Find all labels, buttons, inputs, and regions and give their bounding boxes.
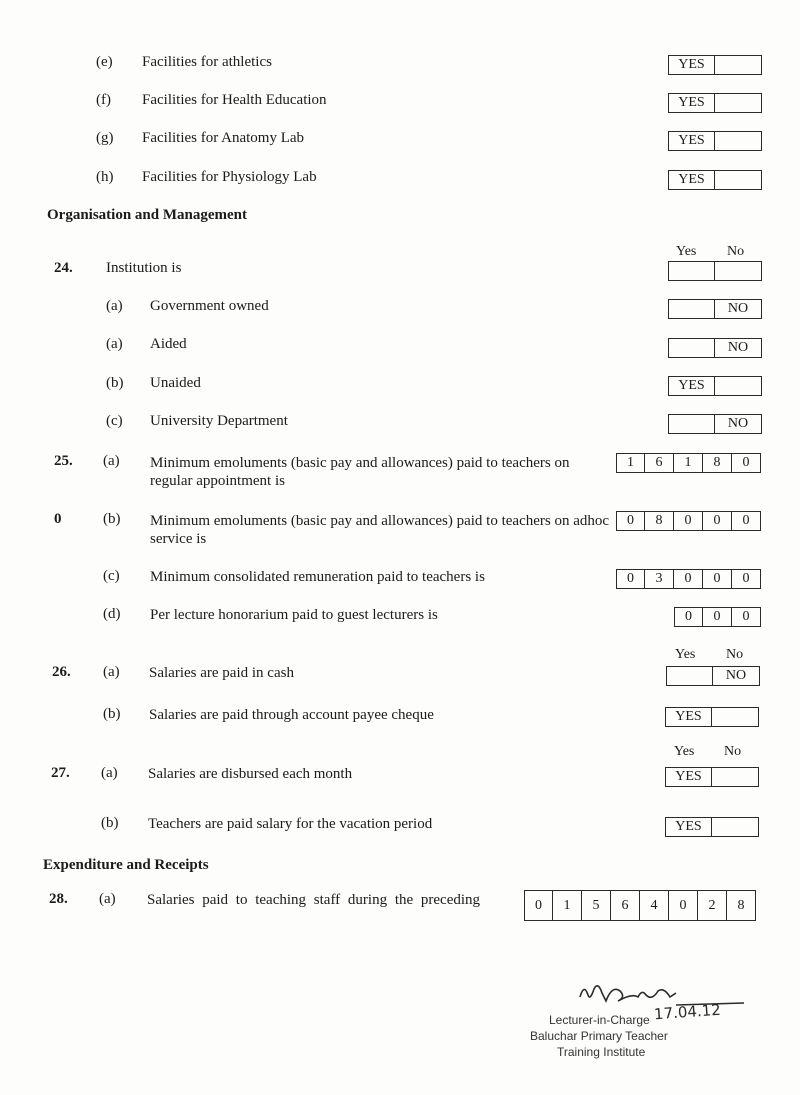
yes-cell: YES [665, 707, 712, 727]
no-cell [715, 376, 762, 396]
item-text: Facilities for athletics [142, 54, 272, 70]
item-letter: (b) [103, 706, 121, 722]
item-letter: (d) [103, 606, 121, 622]
item-letter: (c) [103, 568, 120, 584]
item-text: Facilities for Health Education [142, 92, 327, 108]
item-letter: (a) [106, 298, 123, 314]
digit-cell: 0 [732, 453, 761, 473]
no-cell [712, 767, 759, 787]
digit-cell: 0 [616, 511, 645, 531]
item-letter: (b) [101, 815, 119, 831]
yes-no-box [668, 338, 762, 358]
digit-cell: 1 [674, 453, 703, 473]
no-cell [712, 707, 759, 727]
item-text: Minimum consolidated remuneration paid to teachers is [150, 569, 485, 585]
yes-cell: YES [665, 767, 712, 787]
yes-no-box [668, 170, 762, 190]
digit-boxes [616, 511, 761, 531]
digit-boxes [616, 453, 761, 473]
digit-cell: 3 [645, 569, 674, 589]
yes-no-box [665, 767, 759, 787]
digit-cell: 8 [645, 511, 674, 531]
section-heading: Organisation and Management [47, 207, 248, 223]
digit-cell: 0 [703, 607, 732, 627]
digit-cell: 0 [674, 569, 703, 589]
digit-cell: 0 [616, 569, 645, 589]
yes-no-box [668, 261, 762, 281]
no-cell [715, 55, 762, 75]
yes-cell: YES [668, 376, 715, 396]
no-cell: NO [715, 299, 762, 319]
digit-cell: 0 [732, 607, 761, 627]
item-text: Salaries are paid in cash [149, 665, 294, 681]
yes-cell: YES [668, 170, 715, 190]
no-cell: NO [715, 414, 762, 434]
yes-cell: YES [665, 817, 712, 837]
section-heading: Expenditure and Receipts [43, 857, 209, 873]
yes-cell [668, 299, 715, 319]
item-letter: (g) [96, 130, 114, 146]
digit-cell: 1 [553, 890, 582, 921]
item-letter: (f) [96, 92, 111, 108]
digit-cell: 0 [674, 607, 703, 627]
digit-cell: 4 [640, 890, 669, 921]
digit-cell: 1 [616, 453, 645, 473]
yes-cell [668, 338, 715, 358]
digit-cell: 8 [727, 890, 756, 921]
item-letter: (a) [103, 453, 120, 469]
yes-cell [668, 261, 715, 281]
item-text: Salaries are disbursed each month [148, 766, 353, 782]
digit-cell: 0 [674, 511, 703, 531]
digit-cell: 2 [698, 890, 727, 921]
item-letter: (c) [106, 413, 123, 429]
digit-cell: 0 [732, 569, 761, 589]
yes-cell: YES [668, 131, 715, 151]
no-cell [712, 817, 759, 837]
yes-no-box [668, 299, 762, 319]
item-text: Per lecture honorarium paid to guest lecturers is [150, 607, 438, 623]
institution-name-2: Training Institute [557, 1045, 646, 1059]
question-number: 24. [54, 260, 73, 276]
item-letter: (h) [96, 169, 114, 185]
item-text: Minimum emoluments (basic pay and allowances) paid to teachers on adhoc service is [150, 513, 610, 547]
digit-boxes [524, 890, 756, 921]
yes-no-box [666, 666, 760, 686]
no-cell: NO [715, 338, 762, 358]
question-number: 0 [54, 511, 62, 527]
yes-no-box [668, 414, 762, 434]
yes-column-label: Yes [675, 647, 696, 662]
no-column-label: No [726, 647, 744, 662]
no-cell [715, 93, 762, 113]
item-text: Aided [150, 336, 187, 352]
yes-no-box [668, 376, 762, 396]
yes-no-box [668, 93, 762, 113]
digit-cell: 0 [524, 890, 553, 921]
question-number: 27. [51, 765, 70, 781]
item-text: Teachers are paid salary for the vacation period [148, 816, 433, 832]
item-text: Salaries paid to teaching staff during the preceding [147, 892, 481, 908]
yes-column-label: Yes [674, 744, 695, 759]
item-text: Facilities for Anatomy Lab [142, 130, 305, 146]
institution-name: Baluchar Primary Teacher [530, 1029, 668, 1043]
digit-cell: 5 [582, 890, 611, 921]
item-letter: (b) [103, 511, 121, 527]
no-column-label: No [724, 744, 742, 759]
no-cell: NO [713, 666, 760, 686]
no-cell [715, 261, 762, 281]
item-letter: (b) [106, 375, 124, 391]
digit-cell: 6 [645, 453, 674, 473]
yes-cell [666, 666, 713, 686]
item-letter: (a) [99, 891, 116, 907]
item-text: Unaided [150, 375, 201, 391]
question-number: 25. [54, 453, 73, 469]
digit-cell: 8 [703, 453, 732, 473]
item-text: Minimum emoluments (basic pay and allowances) paid to teachers on regular appointment is [150, 455, 570, 489]
signature-date: 17.04.12 [653, 1000, 722, 1024]
digit-boxes [616, 569, 761, 589]
question-number: 28. [49, 891, 68, 907]
yes-no-box [665, 707, 759, 727]
item-text: Salaries are paid through account payee cheque [149, 707, 434, 723]
yes-cell [668, 414, 715, 434]
digit-cell: 0 [703, 569, 732, 589]
no-column-label: No [727, 244, 745, 259]
digit-cell: 0 [669, 890, 698, 921]
yes-cell: YES [668, 93, 715, 113]
yes-column-label: Yes [676, 244, 697, 259]
no-cell [715, 170, 762, 190]
digit-cell: 0 [703, 511, 732, 531]
item-letter: (a) [106, 336, 123, 352]
item-letter: (e) [96, 54, 113, 70]
digit-cell: 6 [611, 890, 640, 921]
yes-no-box [668, 55, 762, 75]
item-letter: (a) [103, 664, 120, 680]
item-text: University Department [150, 413, 288, 429]
yes-no-box [668, 131, 762, 151]
digit-boxes [674, 607, 761, 627]
item-text: Facilities for Physiology Lab [142, 169, 317, 185]
item-letter: (a) [101, 765, 118, 781]
item-text: Government owned [150, 298, 269, 314]
question-number: 26. [52, 664, 71, 680]
yes-no-box [665, 817, 759, 837]
no-cell [715, 131, 762, 151]
signature-title: Lecturer-in-Charge [549, 1013, 650, 1027]
digit-cell: 0 [732, 511, 761, 531]
yes-cell: YES [668, 55, 715, 75]
question-text: Institution is [106, 260, 182, 276]
